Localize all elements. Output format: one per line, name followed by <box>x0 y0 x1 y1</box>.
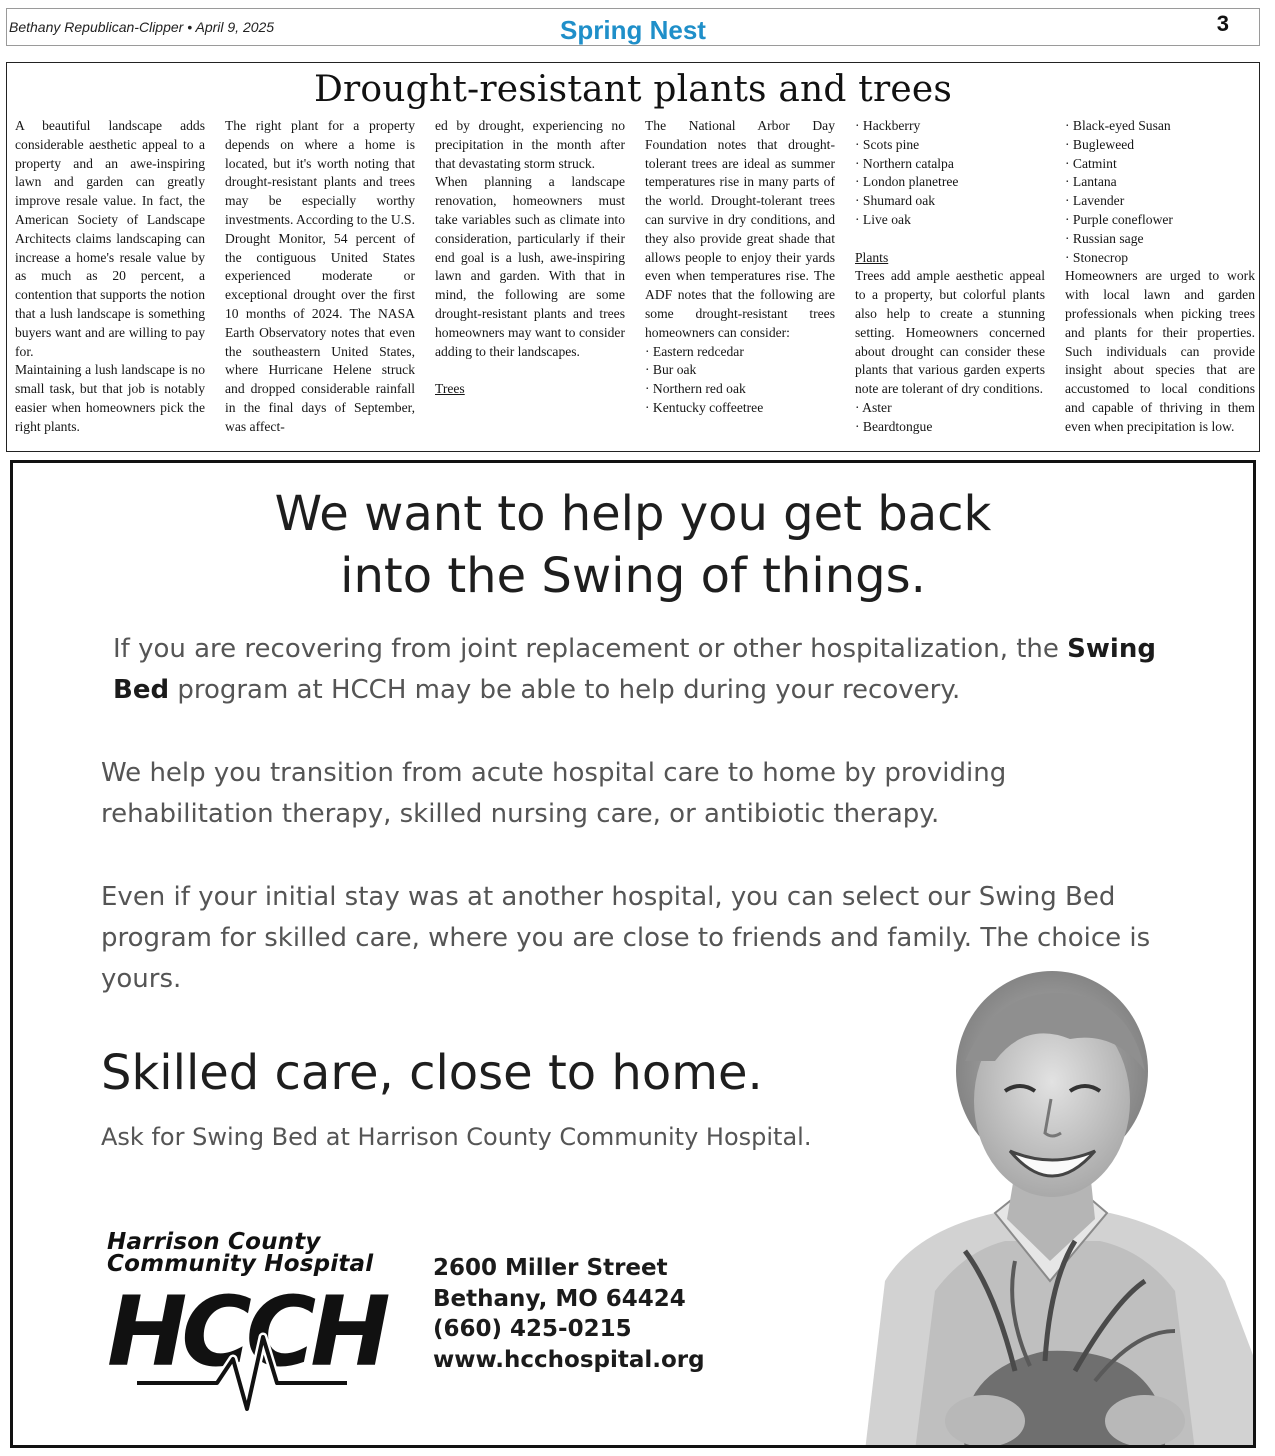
paragraph: Homeowners are urged to work with local lawn and garden professionals when picking trees and plants for their properties. Such individuals can provide insight about species that are accustomed to local conditions and capable of thriving in them even when precipitation is low. <box>1065 268 1255 434</box>
hcch-heartbeat-logo-icon <box>107 1279 407 1415</box>
page-header <box>6 8 1260 46</box>
ad-call-to-action: Ask for Swing Bed at Harrison County Community Hospital. <box>101 1123 812 1151</box>
paragraph: ed by drought, experiencing no precipitation in the month after that devastating storm struck. <box>435 118 625 171</box>
list-item: · Bugleweed <box>1065 136 1135 152</box>
list-item: · Stonecrop <box>1065 249 1129 265</box>
list-item: · London planetree <box>855 174 959 190</box>
ad-paragraph-choice: Even if your initial stay was at another hospital, you can select our Swing Bed program for skilled care, where you are close to friends and family. The choice is yours. <box>101 882 1151 994</box>
paragraph: When planning a landscape renovation, homeowners must take variables such as climate into consideration, particularly if their end goal is a lush, awe-inspiring lawn and garden. With that in mind, the following are some drought-resistant plants and trees homeowners may want to consider adding to their landscapes. <box>435 174 625 359</box>
article-column-1 <box>15 117 205 452</box>
phone-number[interactable]: (660) 425-0215 <box>433 1316 632 1342</box>
subhead-trees: Trees <box>435 381 465 397</box>
list-item: · Hackberry <box>855 118 921 133</box>
list-item: · Russian sage <box>1065 230 1144 246</box>
paragraph: The National Arbor Day Foundation notes that drought-tolerant trees are ideal as summer temperatures rise in many parts of the world. Drought-tolerant trees can survive in dry conditions, and they also provide great shade that allows people to enjoy their yards even when temperatures rise. The ADF notes that the following are some drought-resistant trees homeowners can consider: <box>645 118 835 340</box>
ad-paragraph-transition: We help you transition from acute hospital care to home by providing rehabilitation therapy, skilled nursing care, or antibiotic therapy. <box>101 758 1007 829</box>
list-item: · Lavender <box>1065 193 1125 209</box>
article-column-4 <box>645 117 835 452</box>
list-item: · Beardtongue <box>855 418 933 434</box>
hospital-advertisement <box>10 460 1256 1448</box>
logo-mark: HCCH <box>107 1279 385 1388</box>
publication-dateline: Bethany Republican-Clipper • April 9, 2025 <box>9 19 275 35</box>
logo-name-line-2: Community Hospital <box>107 1251 374 1277</box>
list-item: · Purple coneflower <box>1065 211 1173 227</box>
ad-headline-line-1: We want to help you get back <box>274 486 992 542</box>
article-box <box>6 62 1260 452</box>
list-item: · Live oak <box>855 211 911 227</box>
paragraph: Trees add ample aesthetic appeal to a property, but colorful plants also help to create a stunning setting. Homeowners concerned about drought can consider these plants that various garden experts note are tolerant of dry conditions. <box>855 268 1045 397</box>
article-columns <box>15 117 1253 452</box>
subhead-plants: Plants <box>855 249 889 265</box>
paragraph: Maintaining a lush landscape is no small task, but that job is notably easier when homeowners pick the right plants. <box>15 362 205 434</box>
hospital-contact <box>433 1253 705 1375</box>
list-item: · Catmint <box>1065 155 1117 171</box>
logo-name-line-1: Harrison County <box>107 1229 321 1255</box>
hospital-logo <box>107 1231 417 1415</box>
swing-bed-emphasis: Swing Bed <box>113 634 1156 705</box>
list-item: · Northern red oak <box>645 381 746 397</box>
city-state-zip: Bethany, MO 64424 <box>433 1285 686 1312</box>
list-item: · Aster <box>855 399 892 415</box>
list-item: · Northern catalpa <box>855 155 954 171</box>
list-item: · Kentucky coffeetree <box>645 399 764 415</box>
list-item: · Scots pine <box>855 136 920 152</box>
list-item: · Shumard oak <box>855 193 936 209</box>
list-item: · Black-eyed Susan <box>1065 118 1171 133</box>
ad-text: If you are recovering from joint replacement or other hospitalization, the <box>113 634 1059 664</box>
street-address: 2600 Miller Street <box>433 1255 668 1281</box>
list-item: · Lantana <box>1065 174 1117 190</box>
ad-text: program at HCCH may be able to help during your recovery. <box>177 675 961 705</box>
paragraph: The right plant for a property depends on where a home is located, but it's worth noting that drought-resistant plants and trees may be especially worthy investments. According to the U.S. Drought Monitor, 54 percent of the contiguous United States experienced moderate or exceptional drought over the first 10 months of 2024. The NASA Earth Observatory notes that even the southeastern United States, where Hurricane Helene struck and dropped considerable rainfall in the final days of September, was affect- <box>225 118 415 434</box>
article-column-5 <box>855 117 1045 452</box>
article-column-3 <box>435 117 625 452</box>
article-title: Drought-resistant plants and trees <box>313 69 953 110</box>
list-item: · Bur oak <box>645 362 697 378</box>
article-column-2 <box>225 117 415 452</box>
section-title: Spring Nest <box>560 15 706 45</box>
page-number: 3 <box>1216 11 1229 36</box>
ad-tagline: Skilled care, close to home. <box>101 1045 763 1101</box>
paragraph: A beautiful landscape adds considerable aesthetic appeal to a property and an awe-inspiring lawn and garden can greatly improve resale value. In fact, the American Society of Landscape Architects claims landscaping can increase a home's resale value by as much as 20 percent, a contention that supports the notion that a lush landscape is something buyers want and are willing to pay for. <box>15 118 205 359</box>
list-item: · Eastern redcedar <box>645 343 744 359</box>
ad-headline-line-2: into the Swing of things. <box>340 548 926 604</box>
article-column-6 <box>1065 117 1255 452</box>
website-link[interactable]: www.hcchospital.org <box>433 1346 705 1373</box>
ad-headline <box>13 483 1253 607</box>
smiling-woman-photo <box>845 951 1256 1448</box>
ad-paragraph-swing-bed <box>113 629 1193 711</box>
